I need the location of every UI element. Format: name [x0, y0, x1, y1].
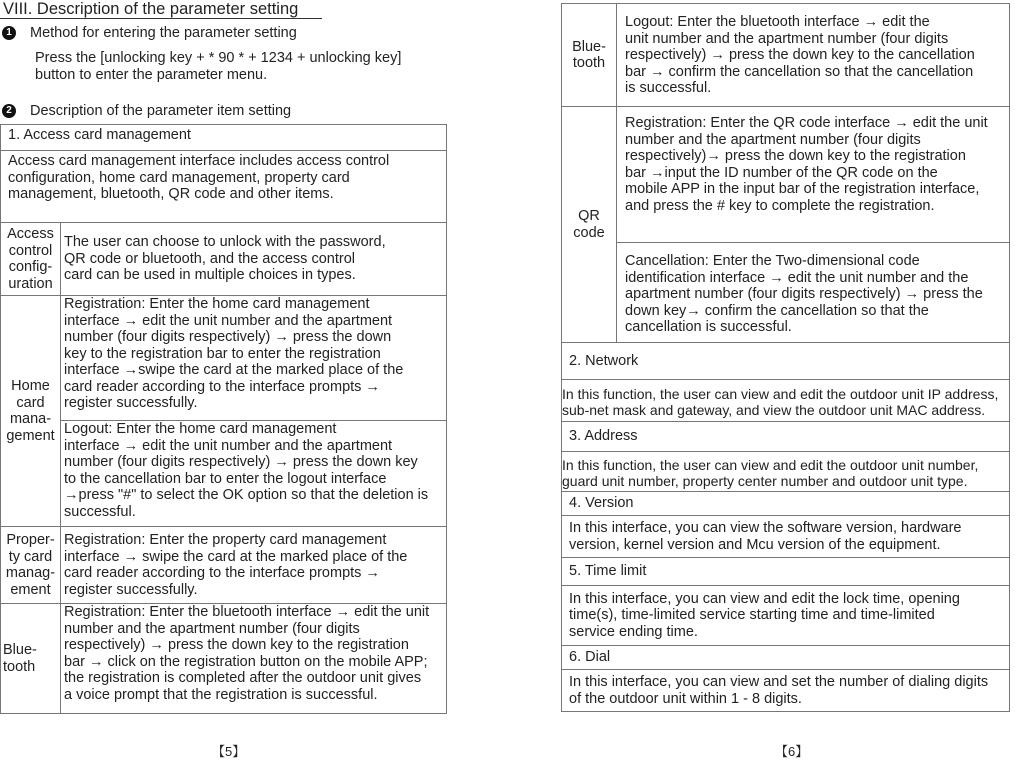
text-line: interface → swipe the card at the marked place of the [64, 548, 408, 565]
entering-instructions [35, 50, 401, 83]
version-header: 4. Version [562, 492, 1010, 516]
text-line: Registration: Enter the bluetooth interface → edit the unit [64, 604, 430, 620]
text-line: cancellation is successful. [625, 319, 792, 335]
label-line: code [573, 224, 605, 241]
text-line: Registration: Enter the QR code interface → edit the unit [625, 115, 988, 131]
home-card-registration-cell [61, 296, 447, 421]
label-line: Blue- [572, 38, 606, 55]
text-line: Cancellation: Enter the Two-dimensional code [625, 253, 920, 269]
label-line: ty card [8, 548, 53, 565]
text-line: bar →input the ID number of the QR code on the [625, 164, 938, 181]
text-line: In this function, the user can view and edit the outdoor unit IP address, [562, 385, 999, 402]
property-card-cell [61, 527, 447, 604]
text-line: identification interface → edit the unit number and the [625, 269, 969, 286]
label-line: manag- [5, 565, 56, 581]
section-title-items: Description of the parameter item setting [30, 103, 292, 119]
text-line: register successfully. [64, 581, 198, 598]
row-label-property-card [1, 527, 61, 604]
label-line: card [16, 394, 45, 411]
text-line: In this interface, you can view and set the number of dialing digits [569, 674, 989, 690]
access-control-cell [61, 223, 447, 296]
text-line: unit number and the apartment number (four digits [625, 30, 949, 47]
text-line: card reader according to the interface prompts → [64, 565, 380, 581]
bullet-one-icon: 1 [2, 26, 16, 40]
label-line: control [8, 242, 53, 259]
bluetooth-logout-cell [617, 4, 1010, 107]
table-header: 1. Access card management [1, 125, 447, 151]
label-line: config- [8, 259, 53, 275]
text-line: number and the apartment number (four digits [64, 620, 360, 637]
text-line: respectively) → press the down key to the registration [64, 637, 409, 653]
text-line: to the cancellation bar to enter the logout interface [64, 470, 387, 487]
dial-header: 6. Dial [562, 646, 1010, 670]
text-line: the registration is completed after the outdoor unit gives [64, 670, 422, 686]
text-line: register successfully. [64, 395, 198, 411]
text-line: service ending time. [569, 623, 698, 640]
label-line: Proper- [6, 532, 55, 548]
text-line: respectively)→ press the down key to the registration [625, 148, 966, 164]
text-line: Access card management interface includes access control [8, 153, 390, 169]
row-label-bluetooth [1, 604, 61, 714]
text-line: of the outdoor unit within 1 - 8 digits. [569, 690, 802, 707]
label-line: gement [6, 427, 55, 444]
text-line: In this interface, you can view the software version, hardware [569, 520, 962, 536]
text-line: key to the registration bar to enter the registration [64, 345, 381, 362]
label-line: mana- [9, 411, 52, 427]
text-line: QR code or bluetooth, and the access control [64, 250, 355, 267]
text-line: number (four digits respectively) → press the down [64, 329, 392, 345]
label-line: tooth [572, 55, 606, 71]
text-line: interface → edit the unit number and the apartment [64, 312, 393, 329]
label-line: tooth [3, 658, 36, 675]
network-cell [562, 380, 1010, 422]
label-line: Blue- [3, 642, 37, 658]
text-line: Press the [unlocking key + * 90 * + 1234 + unlocking key] [35, 50, 402, 66]
text-line: In this interface, you can view and edit the lock time, opening [569, 590, 960, 607]
text-line: Registration: Enter the property card management [64, 532, 387, 548]
bluetooth-registration-cell [61, 604, 447, 714]
text-line: version, kernel version and Mcu version of the equipment. [569, 536, 941, 553]
text-line: bar → confirm the cancellation so that the cancellation [625, 63, 974, 80]
page-number-right: 【6】 [775, 744, 809, 759]
bullet-two-icon: 2 [2, 104, 16, 118]
parameter-table-continued [561, 3, 1010, 712]
row-label-qr-code [562, 107, 617, 343]
page-number-left: 【5】 [212, 744, 246, 759]
row-label-bluetooth [562, 4, 617, 107]
label-line: ement [10, 581, 51, 598]
version-cell [562, 516, 1010, 558]
address-cell [562, 452, 1010, 492]
text-line: apartment number (four digits respectively) → press the [625, 286, 983, 302]
time-limit-header: 5. Time limit [562, 558, 1010, 586]
text-line: management, bluetooth, QR code and other items. [8, 186, 334, 202]
text-line: Registration: Enter the home card management [64, 296, 370, 312]
text-line: bar → click on the registration button on the mobile APP; [64, 653, 428, 670]
network-header: 2. Network [562, 343, 1010, 380]
text-line: down key→ confirm the cancellation so that the [625, 302, 929, 319]
page-title: VIII. Description of the parameter setting [3, 0, 299, 18]
text-line: interface →swipe the card at the marked place of the [64, 362, 404, 378]
text-line: configuration, home card management, property card [8, 169, 350, 186]
intro-cell [1, 151, 447, 223]
home-card-logout-cell [61, 421, 447, 527]
qr-cancellation-cell [617, 243, 1010, 343]
text-line: card reader according to the interface prompts → [64, 378, 380, 395]
text-line: number (four digits respectively) → press the down key [64, 454, 418, 470]
label-line: uration [8, 275, 53, 292]
text-line: sub-net mask and gateway, and view the outdoor unit MAC address. [562, 402, 986, 418]
row-label-home-card [1, 296, 61, 527]
access-card-table [0, 124, 447, 714]
text-line: guard unit number, property center number and outdoor unit type. [562, 473, 968, 489]
text-line: mobile APP in the input bar of the registration interface, [625, 181, 980, 197]
text-line: button to enter the parameter menu. [35, 66, 268, 83]
section-title-entering: Method for entering the parameter setting [30, 25, 297, 41]
dial-cell [562, 670, 1010, 712]
text-line: a voice prompt that the registration is successful. [64, 686, 378, 703]
text-line: interface → edit the unit number and the apartment [64, 437, 393, 454]
text-line: In this function, the user can view and edit the outdoor unit number, [562, 456, 979, 473]
text-line: Logout: Enter the bluetooth interface → edit the [625, 14, 930, 30]
qr-registration-cell [617, 107, 1010, 243]
text-line: Logout: Enter the home card management [64, 421, 337, 437]
text-line: and press the # key to complete the registration. [625, 197, 935, 214]
text-line: number and the apartment number (four digits [625, 131, 921, 148]
row-label-access-control [1, 223, 61, 296]
text-line: →press "#" to select the OK option so that the deletion is [64, 487, 429, 503]
time-limit-cell [562, 586, 1010, 646]
text-line: successful. [64, 503, 136, 520]
title-underline [0, 18, 322, 19]
label-line: Home [11, 378, 50, 394]
text-line: card can be used in multiple choices in types. [64, 267, 356, 284]
text-line: The user can choose to unlock with the password, [64, 234, 386, 251]
text-line: time(s), time-limited service starting time and time-limited [569, 607, 935, 624]
text-line: is successful. [625, 80, 712, 96]
text-line: respectively) → press the down key to the cancellation [625, 47, 975, 63]
label-line: QR [578, 208, 600, 224]
address-header: 3. Address [562, 422, 1010, 452]
label-line: Access [7, 226, 54, 242]
